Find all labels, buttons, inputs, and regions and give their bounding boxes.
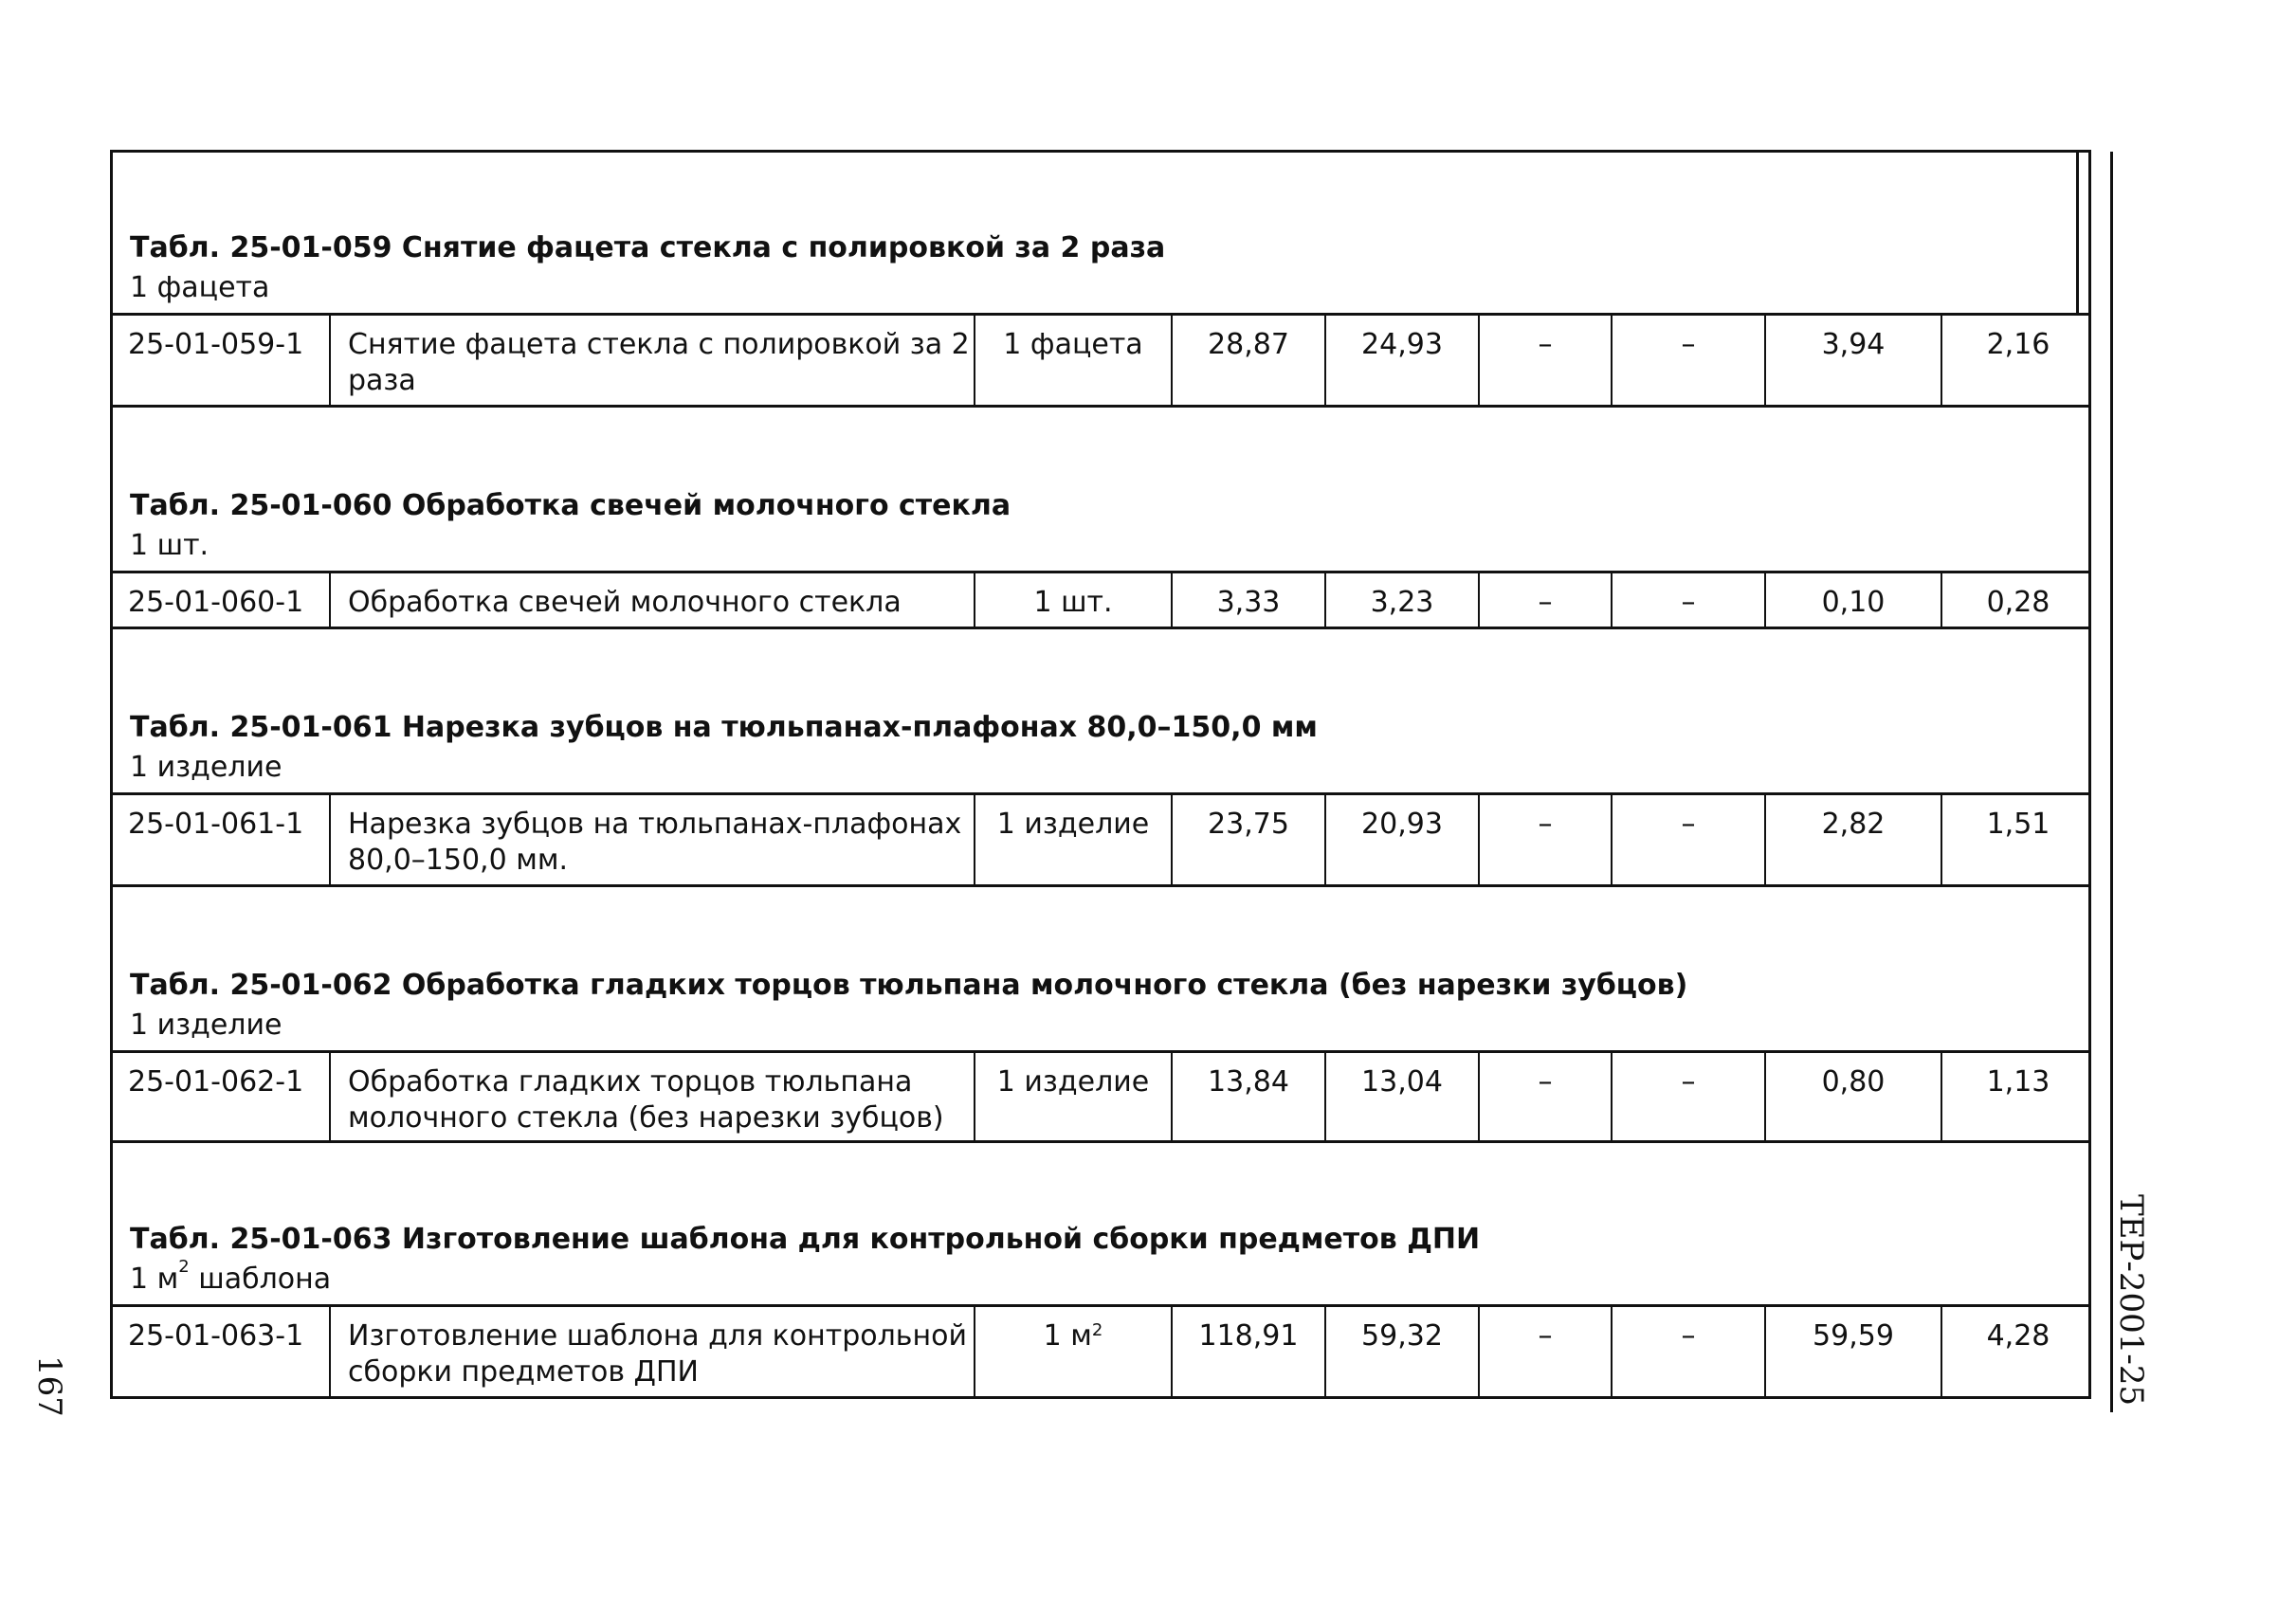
row-value-4: – <box>1611 1307 1764 1396</box>
table-row <box>113 571 2088 629</box>
row-value-5: 3,94 <box>1764 316 1941 405</box>
row-value-4: – <box>1611 316 1764 405</box>
row-name: Нарезка зубцов на тюльпанах-плафонах 80,0–150,0 мм. <box>329 795 974 884</box>
row-value-total: 118,91 <box>1171 1307 1324 1396</box>
row-value-total: 23,75 <box>1171 795 1324 884</box>
row-value-6: 2,16 <box>1941 316 2094 405</box>
unit-prefix: 1 м <box>1043 1319 1092 1353</box>
row-value-6: 1,13 <box>1941 1053 2094 1140</box>
row-value-4: – <box>1611 795 1764 884</box>
section-title: Табл. 25-01-061 Нарезка зубцов на тюльпанах-плафонах 80,0–150,0 мм <box>130 711 1318 744</box>
section-title: Табл. 25-01-060 Обработка свечей молочного стекла <box>130 489 1011 522</box>
row-value-total: 13,84 <box>1171 1053 1324 1140</box>
document-code-text: ТЕР-2001-25 <box>2112 1194 2150 1407</box>
row-value-5: 2,82 <box>1764 795 1941 884</box>
row-code: 25-01-059-1 <box>128 328 304 361</box>
row-value-total: 3,33 <box>1171 573 1324 627</box>
row-code: 25-01-061-1 <box>128 808 304 841</box>
row-value-3: – <box>1478 795 1611 884</box>
row-value-5: 0,80 <box>1764 1053 1941 1140</box>
row-value-4: – <box>1611 1053 1764 1140</box>
section-unit: 1 изделие <box>130 1008 282 1042</box>
row-code: 25-01-060-1 <box>128 586 304 619</box>
row-code: 25-01-062-1 <box>128 1065 304 1099</box>
section-unit: 1 изделие <box>130 751 282 784</box>
right-inner-rule <box>2076 152 2079 313</box>
row-value-5: 59,59 <box>1764 1307 1941 1396</box>
row-value-total: 28,87 <box>1171 316 1324 405</box>
top-border <box>113 150 2088 153</box>
page-number-text: 167 <box>30 1355 68 1417</box>
row-name: Снятие фацета стекла с полировкой за 2 раза <box>329 316 974 405</box>
section-unit <box>130 1257 332 1296</box>
row-value-2: 24,93 <box>1324 316 1478 405</box>
unit-superscript: 2 <box>1091 1320 1103 1340</box>
row-unit: 1 изделие <box>974 795 1171 884</box>
row-value-2: 3,23 <box>1324 573 1478 627</box>
row-value-6: 4,28 <box>1941 1307 2094 1396</box>
section-unit: 1 шт. <box>130 529 210 562</box>
row-name: Изготовление шаблона для контрольной сборки предметов ДПИ <box>329 1307 974 1396</box>
section-title: Табл. 25-01-062 Обработка гладких торцов тюльпана молочного стекла (без нарезки зубцов) <box>130 969 1688 1002</box>
row-value-6: 0,28 <box>1941 573 2094 627</box>
row-value-3: – <box>1478 573 1611 627</box>
row-unit <box>974 1307 1171 1396</box>
row-value-5: 0,10 <box>1764 573 1941 627</box>
table-row <box>113 313 2088 408</box>
row-value-3: – <box>1478 316 1611 405</box>
unit-superscript: 2 <box>178 1257 190 1277</box>
row-value-2: 59,32 <box>1324 1307 1478 1396</box>
section-title: Табл. 25-01-059 Снятие фацета стекла с полировкой за 2 раза <box>130 231 1166 264</box>
row-value-6: 1,51 <box>1941 795 2094 884</box>
row-code: 25-01-063-1 <box>128 1319 304 1353</box>
table-row <box>113 792 2088 887</box>
row-name: Обработка гладких торцов тюльпана молочного стекла (без нарезки зубцов) <box>329 1053 974 1140</box>
row-value-3: – <box>1478 1053 1611 1140</box>
row-unit: 1 изделие <box>974 1053 1171 1140</box>
table-row <box>113 1050 2088 1143</box>
row-unit: 1 шт. <box>974 573 1171 627</box>
unit-suffix: шаблона <box>189 1263 332 1296</box>
section-unit: 1 фацета <box>130 271 270 304</box>
row-value-2: 13,04 <box>1324 1053 1478 1140</box>
price-table-page <box>110 150 2091 1399</box>
unit-prefix: 1 м <box>130 1263 179 1296</box>
row-value-4: – <box>1611 573 1764 627</box>
section-title: Табл. 25-01-063 Изготовление шаблона для контрольной сборки предметов ДПИ <box>130 1223 1481 1256</box>
row-name: Обработка свечей молочного стекла <box>329 573 974 627</box>
table-row <box>113 1304 2088 1399</box>
row-value-2: 20,93 <box>1324 795 1478 884</box>
row-value-3: – <box>1478 1307 1611 1396</box>
row-unit: 1 фацета <box>974 316 1171 405</box>
